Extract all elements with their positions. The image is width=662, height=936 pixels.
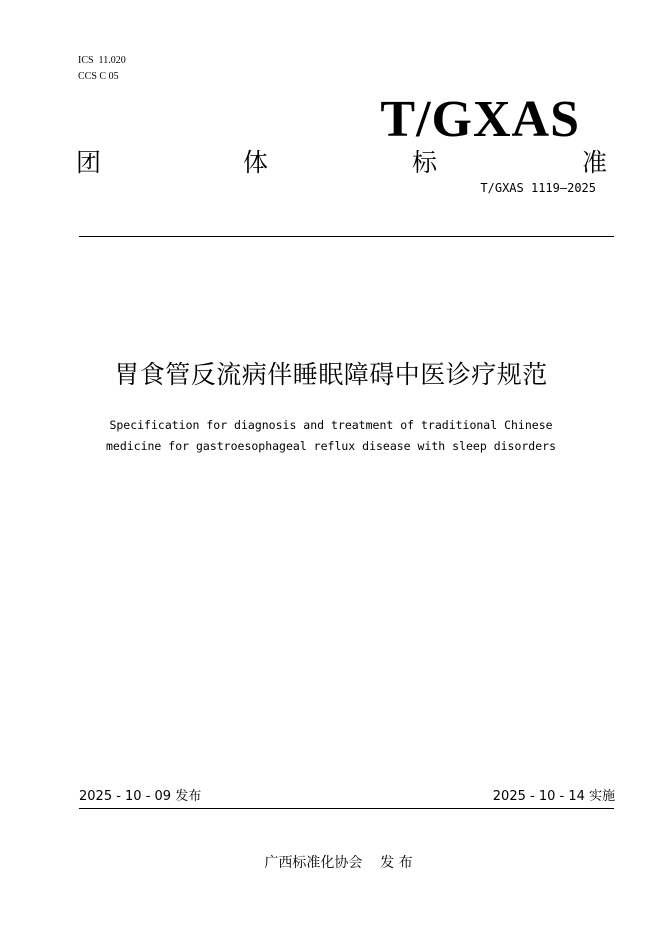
standard-type-char: 体 (243, 148, 269, 177)
ccs-code: CCS C 05 (78, 71, 119, 82)
header-divider (79, 236, 614, 237)
implementation-date: 2025 - 10 - 14 实施 (492, 789, 615, 804)
standard-number: T/GXAS 1119—2025 (480, 181, 596, 195)
publisher: 广西标准化协会 发 布 (264, 855, 413, 871)
ics-code: ICS 11.020 (78, 55, 126, 66)
document-title-english-line: Specification for diagnosis and treatment of traditional Chinese (109, 418, 553, 432)
issue-date: 2025 - 10 - 09 发布 (79, 789, 202, 804)
standard-org-mark: T/GXAS (380, 91, 580, 148)
standard-type-char: 团 (76, 148, 102, 177)
document-title-english-line: medicine for gastroesophageal reflux disease with sleep disorders (105, 439, 557, 453)
standard-type-char: 准 (582, 148, 608, 177)
standard-type-char: 标 (412, 148, 438, 177)
footer-divider (79, 808, 614, 809)
document-title-chinese: 胃食管反流病伴睡眠障碍中医诊疗规范 (114, 360, 548, 389)
